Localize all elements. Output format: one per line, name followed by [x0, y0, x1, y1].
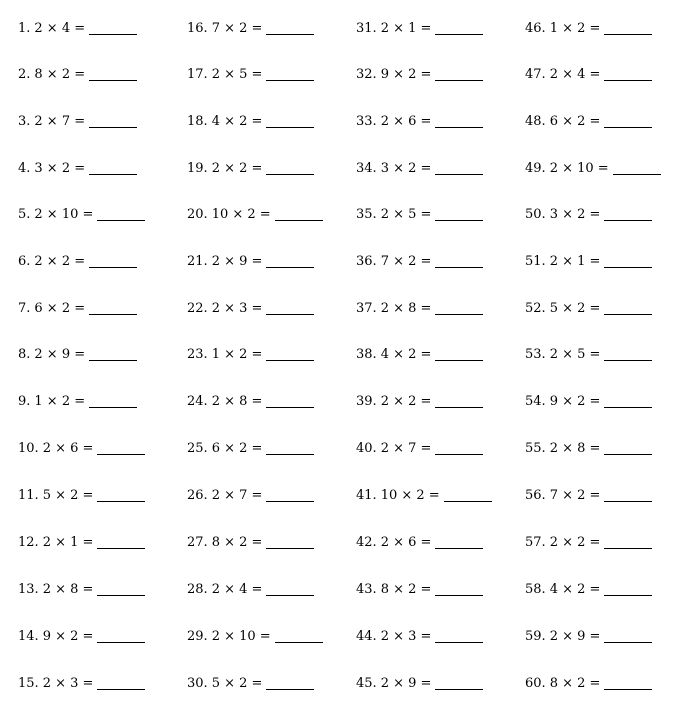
problem-item [187, 112, 314, 132]
problem-item [356, 345, 483, 365]
problem-number: 13. [18, 582, 39, 597]
problem-expression: 6 × 2 = [211, 441, 263, 456]
problem-item [18, 486, 145, 506]
problem-number: 15. [18, 676, 39, 691]
problem-item [356, 299, 483, 319]
problem-item [187, 299, 314, 319]
problem-item [356, 65, 483, 85]
problem-number: 21. [187, 254, 208, 269]
problem-number: 49. [525, 161, 546, 176]
answer-blank[interactable] [435, 547, 483, 549]
problem-number: 56. [525, 488, 546, 503]
problem-item [18, 580, 145, 600]
problem-expression: 2 × 6 = [380, 535, 432, 550]
problem-number: 29. [187, 629, 208, 644]
problem-number: 60. [525, 676, 546, 691]
answer-blank[interactable] [604, 359, 652, 361]
answer-blank[interactable] [97, 219, 145, 221]
problem-number: 11. [18, 488, 39, 503]
problem-item [18, 627, 145, 647]
problem-expression: 2 × 9 = [211, 254, 263, 269]
problem-item [356, 580, 483, 600]
problem-expression: 2 × 4 = [211, 582, 263, 597]
problem-item [18, 205, 145, 225]
problem-item [18, 439, 145, 459]
answer-blank[interactable] [604, 266, 652, 268]
answer-blank[interactable] [266, 500, 314, 502]
problem-item [356, 486, 492, 506]
problem-item [525, 112, 652, 132]
problem-number: 48. [525, 114, 546, 129]
problem-expression: 9 × 2 = [42, 629, 94, 644]
problem-expression: 2 × 3 = [42, 676, 94, 691]
answer-blank[interactable] [613, 173, 661, 175]
problem-expression: 1 × 2 = [34, 394, 86, 409]
problem-item [525, 19, 652, 39]
problem-item [187, 65, 314, 85]
problem-number: 59. [525, 629, 546, 644]
problem-item [525, 159, 661, 179]
problem-expression: 1 × 2 = [211, 347, 263, 362]
problem-expression: 6 × 2 = [549, 114, 601, 129]
problem-item [187, 627, 323, 647]
problem-item [356, 674, 483, 694]
problem-number: 28. [187, 582, 208, 597]
problem-expression: 7 × 2 = [549, 488, 601, 503]
problem-number: 5. [18, 207, 31, 222]
problem-item [525, 299, 652, 319]
problem-number: 52. [525, 301, 546, 316]
problem-number: 22. [187, 301, 208, 316]
problem-expression: 3 × 2 = [34, 161, 86, 176]
answer-blank[interactable] [89, 33, 137, 35]
answer-blank[interactable] [435, 641, 483, 643]
problem-expression: 2 × 1 = [42, 535, 94, 550]
answer-blank[interactable] [604, 594, 652, 596]
problem-number: 4. [18, 161, 31, 176]
problem-item [187, 486, 314, 506]
problem-item [356, 205, 483, 225]
answer-blank[interactable] [604, 219, 652, 221]
answer-blank[interactable] [266, 406, 314, 408]
problem-item [18, 159, 137, 179]
problem-expression: 4 × 2 = [549, 582, 601, 597]
answer-blank[interactable] [266, 33, 314, 35]
problem-item [18, 533, 145, 553]
answer-blank[interactable] [89, 359, 137, 361]
answer-blank[interactable] [604, 500, 652, 502]
problem-number: 18. [187, 114, 208, 129]
problem-number: 2. [18, 67, 31, 82]
answer-blank[interactable] [435, 79, 483, 81]
problem-number: 16. [187, 21, 208, 36]
answer-blank[interactable] [604, 33, 652, 35]
problem-expression: 2 × 2 = [211, 161, 263, 176]
problem-item [187, 674, 314, 694]
problem-expression: 2 × 9 = [34, 347, 86, 362]
problem-expression: 2 × 4 = [549, 67, 601, 82]
answer-blank[interactable] [604, 406, 652, 408]
answer-blank[interactable] [435, 594, 483, 596]
problem-number: 50. [525, 207, 546, 222]
problem-expression: 3 × 2 = [380, 161, 432, 176]
problem-expression: 2 × 6 = [42, 441, 94, 456]
problem-item [525, 392, 652, 412]
problem-item [187, 19, 314, 39]
problem-item [18, 19, 137, 39]
problem-number: 45. [356, 676, 377, 691]
problem-number: 47. [525, 67, 546, 82]
problem-number: 36. [356, 254, 377, 269]
problem-expression: 2 × 3 = [380, 629, 432, 644]
problem-number: 27. [187, 535, 208, 550]
problem-item [356, 112, 483, 132]
problem-expression: 2 × 8 = [42, 582, 94, 597]
problem-item [18, 299, 137, 319]
problem-expression: 8 × 2 = [211, 535, 263, 550]
problem-number: 3. [18, 114, 31, 129]
problem-number: 35. [356, 207, 377, 222]
problem-expression: 2 × 4 = [34, 21, 86, 36]
answer-blank[interactable] [97, 547, 145, 549]
problem-item [187, 159, 314, 179]
answer-blank[interactable] [435, 126, 483, 128]
answer-blank[interactable] [97, 500, 145, 502]
problem-number: 32. [356, 67, 377, 82]
problem-item [18, 65, 137, 85]
problem-expression: 8 × 2 = [549, 676, 601, 691]
problem-number: 40. [356, 441, 377, 456]
problem-expression: 2 × 1 = [380, 21, 432, 36]
answer-blank[interactable] [604, 453, 652, 455]
problem-expression: 5 × 2 = [211, 676, 263, 691]
answer-blank[interactable] [435, 173, 483, 175]
problem-number: 55. [525, 441, 546, 456]
problem-number: 17. [187, 67, 208, 82]
problem-expression: 8 × 2 = [380, 582, 432, 597]
problem-number: 39. [356, 394, 377, 409]
answer-blank[interactable] [604, 641, 652, 643]
problem-expression: 2 × 10 = [211, 629, 271, 644]
problem-number: 24. [187, 394, 208, 409]
problem-number: 34. [356, 161, 377, 176]
problem-item [356, 252, 483, 272]
problem-item [187, 345, 314, 365]
answer-blank[interactable] [97, 453, 145, 455]
problem-item [356, 392, 483, 412]
answer-blank[interactable] [266, 313, 314, 315]
problem-expression: 2 × 2 = [549, 535, 601, 550]
answer-blank[interactable] [604, 79, 652, 81]
problem-item [187, 205, 323, 225]
problem-expression: 2 × 9 = [380, 676, 432, 691]
problem-number: 33. [356, 114, 377, 129]
problem-item [356, 19, 483, 39]
problem-item [525, 486, 652, 506]
problem-item [525, 533, 652, 553]
problem-expression: 4 × 2 = [380, 347, 432, 362]
problem-item [18, 674, 145, 694]
answer-blank[interactable] [97, 594, 145, 596]
problem-item [525, 345, 652, 365]
problem-number: 46. [525, 21, 546, 36]
problem-item [187, 439, 314, 459]
answer-blank[interactable] [604, 313, 652, 315]
problem-expression: 2 × 7 = [380, 441, 432, 456]
answer-blank[interactable] [266, 453, 314, 455]
answer-blank[interactable] [266, 266, 314, 268]
problem-expression: 9 × 2 = [380, 67, 432, 82]
problem-expression: 2 × 7 = [34, 114, 86, 129]
problem-number: 51. [525, 254, 546, 269]
problem-expression: 2 × 5 = [211, 67, 263, 82]
problem-expression: 2 × 1 = [549, 254, 601, 269]
problem-number: 42. [356, 535, 377, 550]
problem-number: 26. [187, 488, 208, 503]
answer-blank[interactable] [435, 219, 483, 221]
problem-number: 31. [356, 21, 377, 36]
problem-number: 53. [525, 347, 546, 362]
answer-blank[interactable] [89, 313, 137, 315]
problem-item [525, 627, 652, 647]
problem-expression: 2 × 8 = [211, 394, 263, 409]
problem-expression: 7 × 2 = [211, 21, 263, 36]
problem-item [525, 439, 652, 459]
problem-item [18, 112, 137, 132]
answer-blank[interactable] [604, 126, 652, 128]
answer-blank[interactable] [97, 688, 145, 690]
problem-expression: 10 × 2 = [211, 207, 271, 222]
problem-expression: 2 × 9 = [549, 629, 601, 644]
answer-blank[interactable] [435, 313, 483, 315]
problem-number: 43. [356, 582, 377, 597]
problem-number: 20. [187, 207, 208, 222]
problem-number: 44. [356, 629, 377, 644]
problem-expression: 4 × 2 = [211, 114, 263, 129]
problem-expression: 2 × 5 = [380, 207, 432, 222]
problem-item [187, 252, 314, 272]
problem-item [525, 252, 652, 272]
problem-number: 38. [356, 347, 377, 362]
answer-blank[interactable] [435, 266, 483, 268]
problem-expression: 9 × 2 = [549, 394, 601, 409]
problem-item [18, 392, 137, 412]
problem-number: 41. [356, 488, 377, 503]
answer-blank[interactable] [266, 173, 314, 175]
problem-expression: 2 × 3 = [211, 301, 263, 316]
problem-expression: 2 × 8 = [549, 441, 601, 456]
answer-blank[interactable] [604, 688, 652, 690]
problem-item [187, 533, 314, 553]
answer-blank[interactable] [435, 33, 483, 35]
problem-number: 14. [18, 629, 39, 644]
problem-item [525, 65, 652, 85]
answer-blank[interactable] [275, 641, 323, 643]
problem-number: 58. [525, 582, 546, 597]
problem-number: 6. [18, 254, 31, 269]
answer-blank[interactable] [435, 359, 483, 361]
answer-blank[interactable] [266, 79, 314, 81]
problem-number: 1. [18, 21, 31, 36]
problem-item [525, 674, 652, 694]
problem-item [525, 580, 652, 600]
problem-expression: 2 × 10 = [34, 207, 94, 222]
problem-item [18, 252, 137, 272]
problem-expression: 2 × 2 = [380, 394, 432, 409]
answer-blank[interactable] [435, 406, 483, 408]
problem-expression: 6 × 2 = [34, 301, 86, 316]
answer-blank[interactable] [266, 594, 314, 596]
problem-number: 37. [356, 301, 377, 316]
problem-number: 9. [18, 394, 31, 409]
answer-blank[interactable] [266, 126, 314, 128]
answer-blank[interactable] [266, 547, 314, 549]
problem-expression: 7 × 2 = [380, 254, 432, 269]
answer-blank[interactable] [97, 641, 145, 643]
problem-item [525, 205, 652, 225]
problem-number: 25. [187, 441, 208, 456]
problem-item [356, 627, 483, 647]
problem-expression: 2 × 2 = [34, 254, 86, 269]
answer-blank[interactable] [89, 79, 137, 81]
problem-expression: 8 × 2 = [34, 67, 86, 82]
problem-number: 8. [18, 347, 31, 362]
problem-item [187, 392, 314, 412]
problem-item [356, 159, 483, 179]
answer-blank[interactable] [89, 173, 137, 175]
problem-expression: 10 × 2 = [380, 488, 440, 503]
problem-item [187, 580, 314, 600]
problem-number: 30. [187, 676, 208, 691]
answer-blank[interactable] [266, 688, 314, 690]
problem-number: 19. [187, 161, 208, 176]
problem-expression: 2 × 6 = [380, 114, 432, 129]
problem-expression: 1 × 2 = [549, 21, 601, 36]
answer-blank[interactable] [275, 219, 323, 221]
answer-blank[interactable] [435, 453, 483, 455]
problem-expression: 5 × 2 = [549, 301, 601, 316]
problem-number: 57. [525, 535, 546, 550]
answer-blank[interactable] [444, 500, 492, 502]
problem-expression: 3 × 2 = [549, 207, 601, 222]
problem-number: 23. [187, 347, 208, 362]
problem-expression: 5 × 2 = [42, 488, 94, 503]
problem-number: 7. [18, 301, 31, 316]
answer-blank[interactable] [89, 266, 137, 268]
problem-expression: 2 × 7 = [211, 488, 263, 503]
problem-expression: 2 × 5 = [549, 347, 601, 362]
problem-number: 12. [18, 535, 39, 550]
answer-blank[interactable] [604, 547, 652, 549]
answer-blank[interactable] [266, 359, 314, 361]
answer-blank[interactable] [435, 688, 483, 690]
problem-item [356, 533, 483, 553]
problem-number: 54. [525, 394, 546, 409]
answer-blank[interactable] [89, 126, 137, 128]
problem-item [356, 439, 483, 459]
problem-item [18, 345, 137, 365]
problem-expression: 2 × 8 = [380, 301, 432, 316]
problem-expression: 2 × 10 = [549, 161, 609, 176]
answer-blank[interactable] [89, 406, 137, 408]
problem-number: 10. [18, 441, 39, 456]
